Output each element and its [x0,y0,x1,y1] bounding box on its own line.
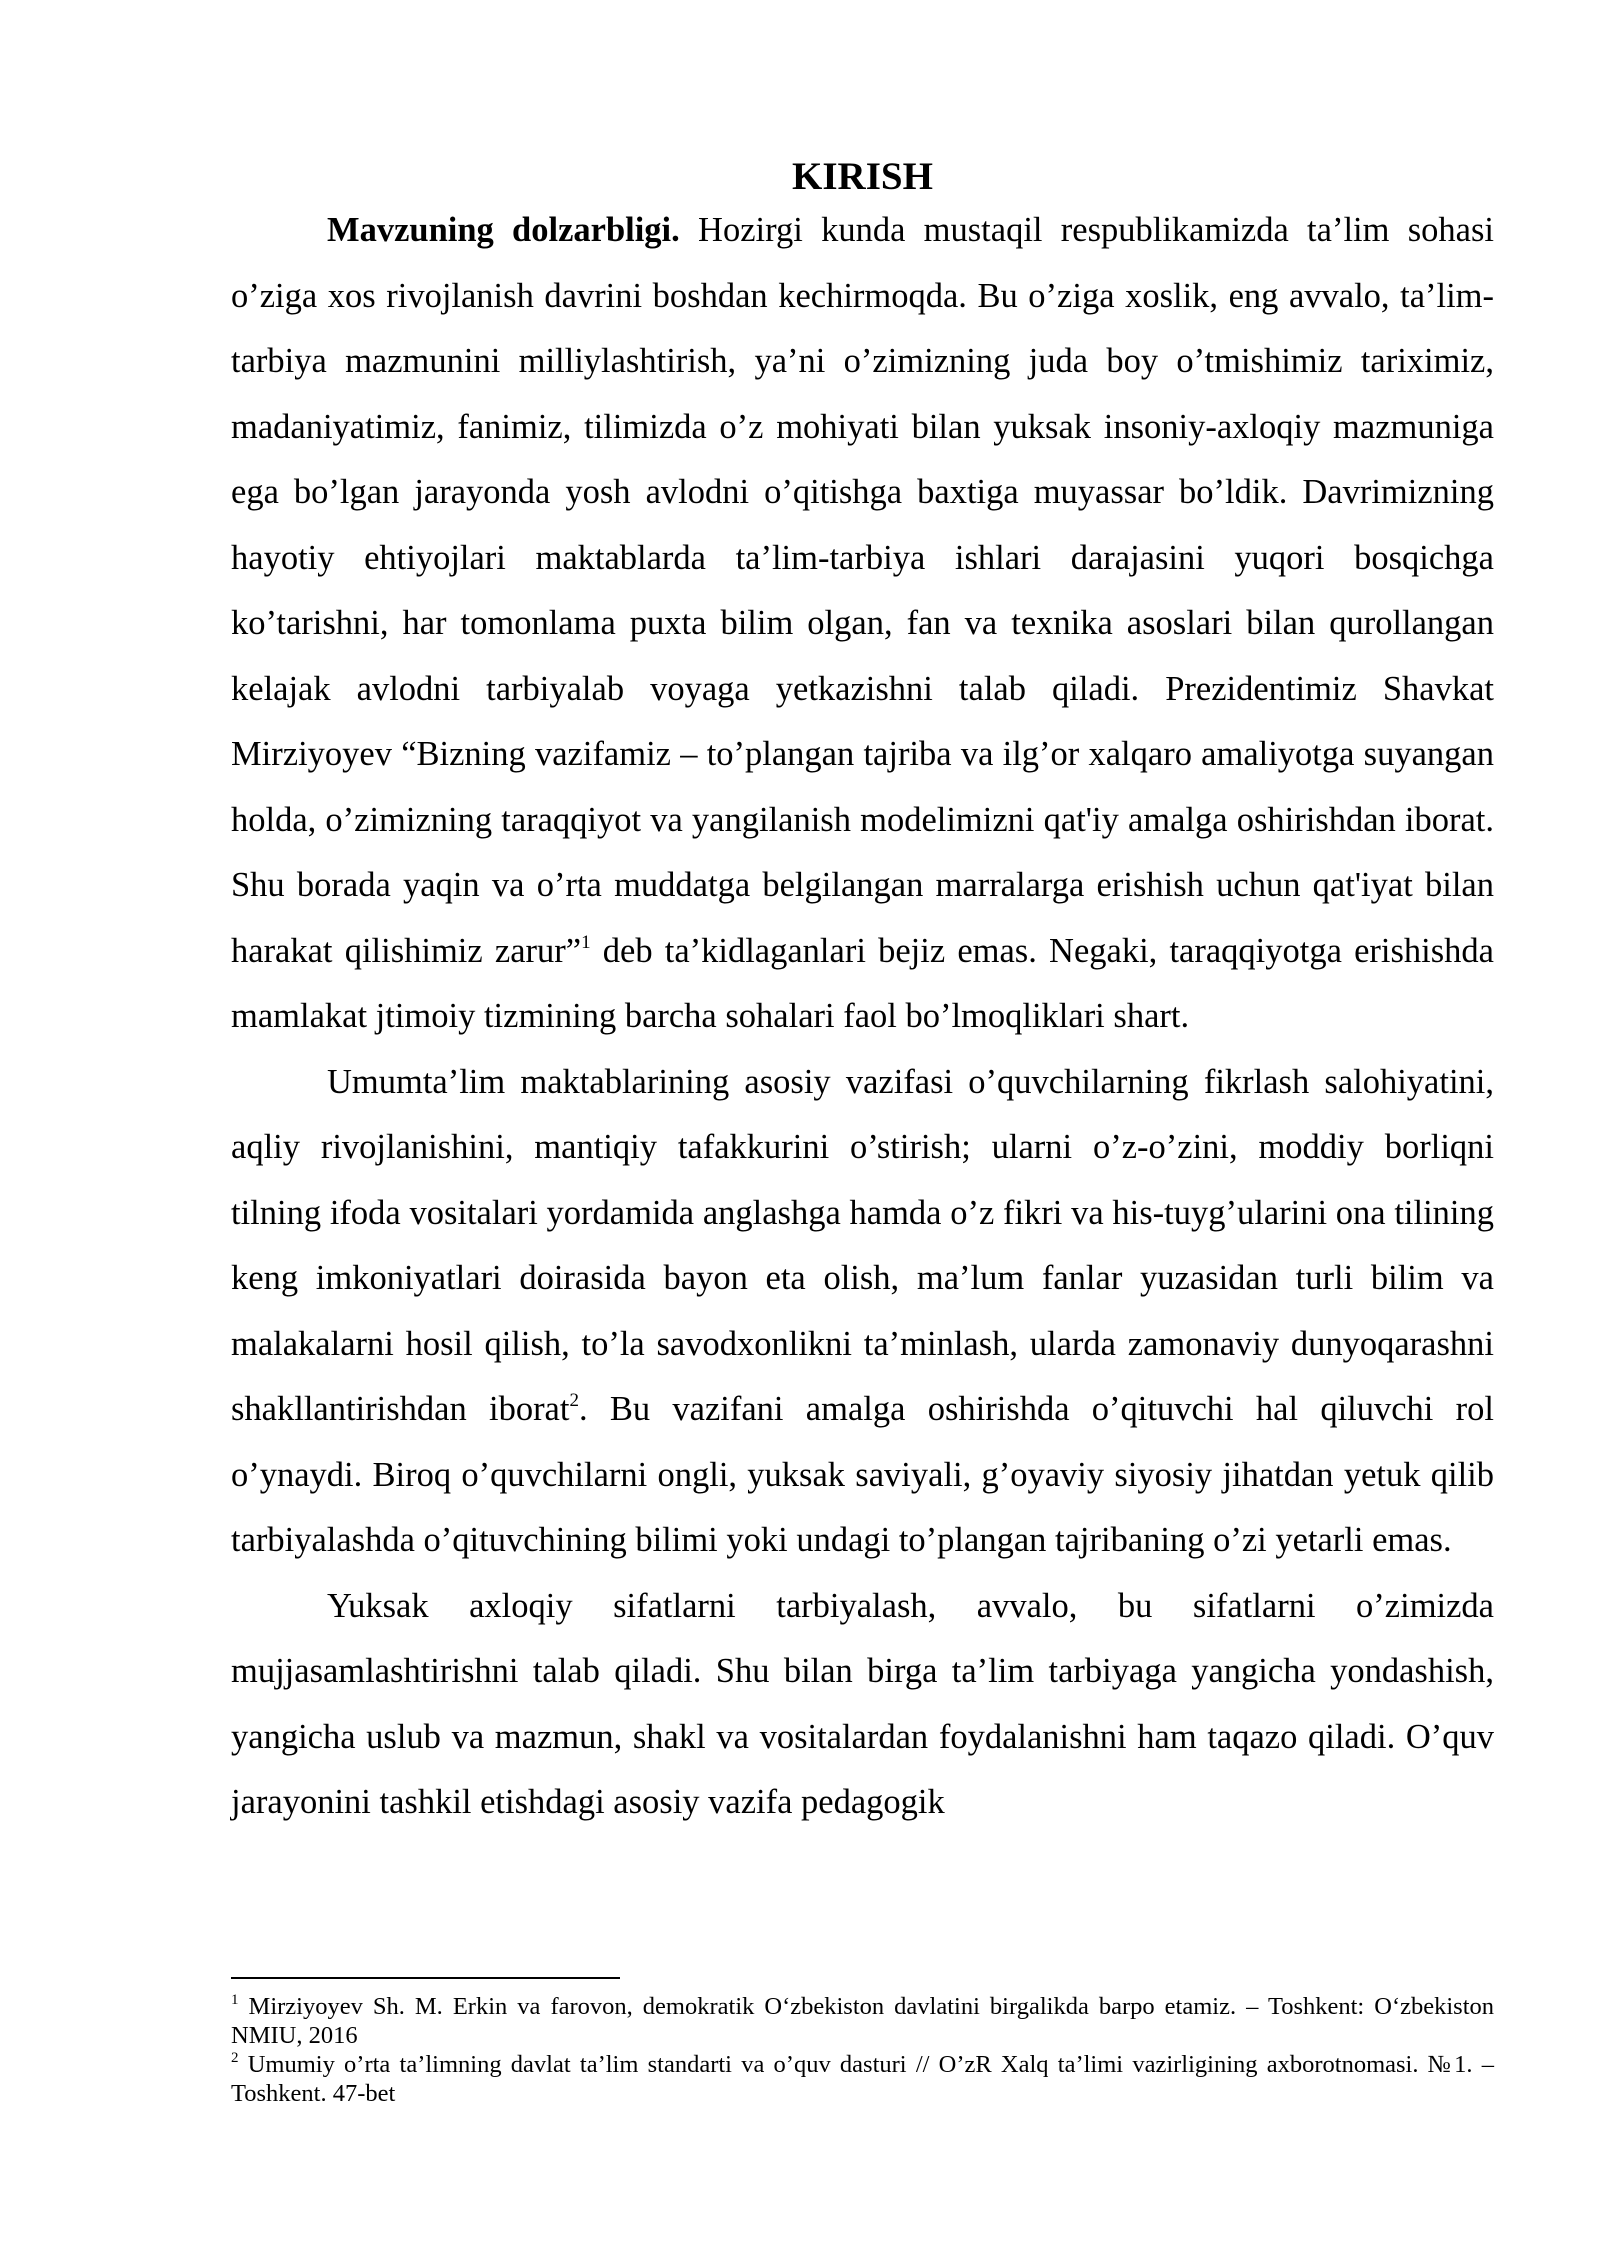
footnote-ref-2[interactable]: 2 [569,1390,579,1411]
footnote-2-text: Umumiy o’rta ta’limning davlat ta’lim standarti va o’quv dasturi // O’zR Xalq ta’limi vazirligining axborotnomasi. №1. – Toshkent. 47-bet [231,2051,1494,2107]
footnote-2-number: 2 [231,2050,239,2066]
footnotes [231,1992,1494,2108]
main-text [231,198,1494,1836]
paragraph-1-text-a: Hozirgi kunda mustaqil respublikamizda ta’lim sohasi o’ziga xos rivojlanish davrini boshdan kechirmoqda. Bu o’ziga xoslik, eng avvalo, ta’lim-tarbiya mazmunini milliylashtirish, ya’ni o’zimizning juda boy o’tmishimiz tariximiz, madaniyatimiz, fanimiz, tilimizda o’z mohiyati bilan yuksak insoniy-axloqiy mazmuniga ega bo’lgan jarayonda yosh avlodni o’qitishga baxtiga muyassar bo’ldik. Davrimizning hayotiy ehtiyojlari maktablarda ta’lim-tarbiya ishlari darajasini yuqori bosqichga ko’tarishni, har tomonlama puxta bilim olgan, fan va texnika asoslari bilan qurollangan kelajak avlodni tarbiyalab voyaga yetkazishni talab qiladi. Prezidentimiz Shavkat Mirziyoyev “Bizning vazifamiz – to’plangan tajriba va ilg’or xalqaro amaliyotga suyangan holda, o’zimizning taraqqiyot va yangilanish modelimizni qat'iy amalga oshirishdan iborat. Shu borada yaqin va o’rta muddatga belgilangan marralarga erishish uchun qat'iyat bilan harakat qilishimiz zarur” [231,211,1494,970]
footnote-2 [231,2050,1494,2108]
paragraph-2 [231,1050,1494,1574]
paragraph-2-text-a: Umumta’lim maktablarining asosiy vazifasi o’quvchilarning fikrlash salohiyatini, aqliy rivojlanishini, mantiqiy tafakkurini o’stirish; ularni o’z-o’zini, moddiy borliqni tilning ifoda vositalari yordamida anglashga hamda o’z fikri va his-tuyg’ularini ona tilining keng imkoniyatlari doirasida bayon eta olish, ma’lum fanlar yuzasidan turli bilim va malakalarni hosil qilish, to’la savodxonlikni ta’minlash, ularda zamonaviy dunyoqarashni shakllantirishdan iborat [231,1062,1494,1428]
paragraph-2-text-b: . Bu vazifani amalga oshirishda o’qituvchi hal qiluvchi rol o’ynaydi. Biroq o’quvchilarni ongli, yuksak saviyali, g’oyaviy siyosiy jihatdan yetuk qilib tarbiyalashda o’qituvchining bilimi yoki undagi to’plangan tajribaning o’zi yetarli emas. [231,1390,1494,1559]
footnote-1-number: 1 [231,1992,239,2008]
page-title: KIRISH [792,155,933,198]
paragraph-3: Yuksak axloqiy sifatlarni tarbiyalash, avvalo, bu sifatlarni o’zimizda mujjasamlashtirishni talab qiladi. Shu bilan birga ta’lim tarbiyaga yangicha yondashish, yangicha uslub va mazmun, shakl va vositalardan foydalanishni ham taqazo qiladi. O’quv jarayonini tashkil etishdagi asosiy vazifa pedagogik [231,1586,1494,1821]
footnote-1-text: Mirziyoyev Sh. M. Erkin va farovon, demokratik O‘zbekiston davlatini birgalikda barpo etamiz. – Toshkent: O‘zbekiston NMIU, 2016 [231,1993,1494,2049]
footnote-1 [231,1992,1494,2050]
footnote-ref-1[interactable]: 1 [581,931,591,953]
footnote-separator [231,1977,620,1979]
paragraph-1 [231,198,1494,1050]
section-lead: Mavzuning dolzarbligi. [327,211,680,249]
paragraph-1-text-b: deb ta’kidlaganlari bejiz emas. Negaki, taraqqiyotga erishishda mamlakat jtimoiy tizmining barcha sohalari faol bo’lmoqliklari shart. [231,931,1494,1035]
